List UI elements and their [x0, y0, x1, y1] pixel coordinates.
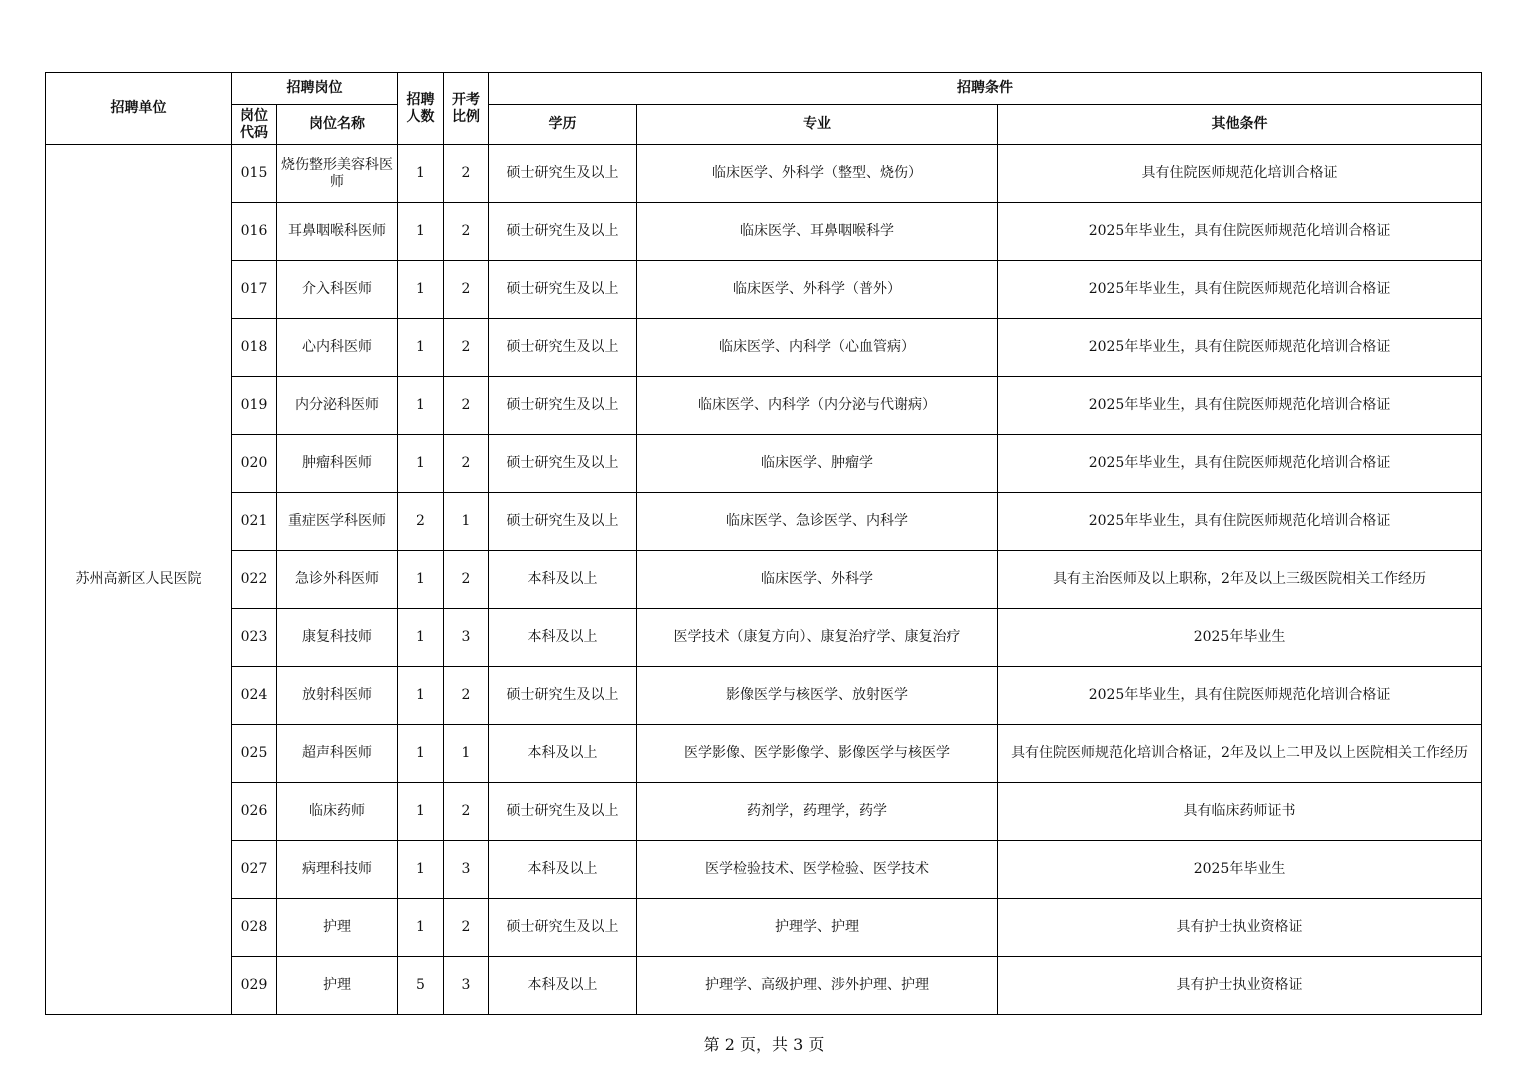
- header-name: 岗位名称: [277, 105, 398, 145]
- cell-name: 病理科技师: [277, 841, 398, 899]
- cell-education: 硕士研究生及以上: [489, 493, 637, 551]
- cell-count: 1: [398, 841, 444, 899]
- cell-other: 2025年毕业生，具有住院医师规范化培训合格证: [998, 319, 1482, 377]
- cell-name: 放射科医师: [277, 667, 398, 725]
- cell-major: 医学检验技术、医学检验、医学技术: [637, 841, 998, 899]
- cell-other: 具有临床药师证书: [998, 783, 1482, 841]
- cell-major: 临床医学、耳鼻咽喉科学: [637, 203, 998, 261]
- cell-name: 介入科医师: [277, 261, 398, 319]
- cell-ratio: 1: [444, 493, 489, 551]
- cell-count: 1: [398, 319, 444, 377]
- table-row: [46, 319, 1482, 377]
- table-row: [46, 667, 1482, 725]
- cell-ratio: 2: [444, 319, 489, 377]
- header-conditions: 招聘条件: [489, 73, 1482, 105]
- cell-count: 1: [398, 551, 444, 609]
- cell-education: 硕士研究生及以上: [489, 783, 637, 841]
- cell-ratio: 2: [444, 145, 489, 203]
- cell-other: 具有住院医师规范化培训合格证: [998, 145, 1482, 203]
- cell-major: 临床医学、肿瘤学: [637, 435, 998, 493]
- cell-education: 硕士研究生及以上: [489, 261, 637, 319]
- cell-name: 肿瘤科医师: [277, 435, 398, 493]
- cell-major: 临床医学、外科学（普外）: [637, 261, 998, 319]
- cell-major: 药剂学，药理学，药学: [637, 783, 998, 841]
- cell-count: 2: [398, 493, 444, 551]
- cell-count: 1: [398, 145, 444, 203]
- cell-name: 临床药师: [277, 783, 398, 841]
- cell-ratio: 2: [444, 261, 489, 319]
- header-row-1: [46, 73, 1482, 105]
- cell-name: 护理: [277, 957, 398, 1015]
- table-row: [46, 957, 1482, 1015]
- cell-name: 护理: [277, 899, 398, 957]
- cell-code: 023: [232, 609, 277, 667]
- cell-other: 2025年毕业生，具有住院医师规范化培训合格证: [998, 261, 1482, 319]
- cell-code: 015: [232, 145, 277, 203]
- cell-count: 1: [398, 899, 444, 957]
- header-row-2: [46, 105, 1482, 145]
- header-position: 招聘岗位: [232, 73, 398, 105]
- cell-major: 医学影像、医学影像学、影像医学与核医学: [637, 725, 998, 783]
- cell-code: 025: [232, 725, 277, 783]
- cell-ratio: 2: [444, 377, 489, 435]
- cell-name: 超声科医师: [277, 725, 398, 783]
- header-code: 岗位代码: [232, 105, 277, 145]
- cell-name: 心内科医师: [277, 319, 398, 377]
- table-row: [46, 435, 1482, 493]
- table-row: [46, 725, 1482, 783]
- cell-code: 024: [232, 667, 277, 725]
- table-body: [46, 145, 1482, 1015]
- cell-ratio: 2: [444, 203, 489, 261]
- cell-code: 018: [232, 319, 277, 377]
- cell-count: 1: [398, 609, 444, 667]
- cell-education: 硕士研究生及以上: [489, 203, 637, 261]
- cell-education: 硕士研究生及以上: [489, 377, 637, 435]
- cell-name: 烧伤整形美容科医师: [277, 145, 398, 203]
- cell-ratio: 2: [444, 435, 489, 493]
- table-row: [46, 783, 1482, 841]
- page-footer: 第 2 页，共 3 页: [703, 1035, 825, 1054]
- cell-major: 护理学、高级护理、涉外护理、护理: [637, 957, 998, 1015]
- header-major: 专业: [637, 105, 998, 145]
- cell-ratio: 2: [444, 667, 489, 725]
- cell-other: 具有主治医师及以上职称，2年及以上三级医院相关工作经历: [998, 551, 1482, 609]
- cell-ratio: 1: [444, 725, 489, 783]
- cell-other: 2025年毕业生，具有住院医师规范化培训合格证: [998, 377, 1482, 435]
- table-row: [46, 551, 1482, 609]
- cell-education: 硕士研究生及以上: [489, 667, 637, 725]
- header-ratio: 开考比例: [444, 73, 489, 145]
- cell-code: 026: [232, 783, 277, 841]
- cell-other: 2025年毕业生: [998, 841, 1482, 899]
- cell-education: 硕士研究生及以上: [489, 899, 637, 957]
- cell-unit-name: 苏州高新区人民医院: [46, 145, 232, 1015]
- cell-education: 本科及以上: [489, 725, 637, 783]
- cell-ratio: 3: [444, 609, 489, 667]
- recruitment-table: [45, 72, 1482, 1015]
- table-row: [46, 899, 1482, 957]
- cell-name: 重症医学科医师: [277, 493, 398, 551]
- cell-education: 本科及以上: [489, 551, 637, 609]
- cell-count: 1: [398, 725, 444, 783]
- cell-code: 016: [232, 203, 277, 261]
- table-row: [46, 377, 1482, 435]
- cell-education: 本科及以上: [489, 957, 637, 1015]
- cell-education: 硕士研究生及以上: [489, 145, 637, 203]
- cell-code: 022: [232, 551, 277, 609]
- cell-major: 临床医学、内科学（内分泌与代谢病）: [637, 377, 998, 435]
- cell-name: 耳鼻咽喉科医师: [277, 203, 398, 261]
- header-education: 学历: [489, 105, 637, 145]
- header-unit: 招聘单位: [46, 73, 232, 145]
- cell-other: 2025年毕业生，具有住院医师规范化培训合格证: [998, 493, 1482, 551]
- cell-major: 医学技术（康复方向）、康复治疗学、康复治疗: [637, 609, 998, 667]
- cell-code: 019: [232, 377, 277, 435]
- header-count: 招聘人数: [398, 73, 444, 145]
- cell-major: 临床医学、外科学: [637, 551, 998, 609]
- cell-education: 硕士研究生及以上: [489, 319, 637, 377]
- cell-count: 5: [398, 957, 444, 1015]
- cell-count: 1: [398, 435, 444, 493]
- cell-major: 护理学、护理: [637, 899, 998, 957]
- cell-code: 027: [232, 841, 277, 899]
- table-row: [46, 841, 1482, 899]
- cell-other: 具有护士执业资格证: [998, 957, 1482, 1015]
- cell-code: 029: [232, 957, 277, 1015]
- cell-count: 1: [398, 203, 444, 261]
- cell-code: 020: [232, 435, 277, 493]
- header-other: 其他条件: [998, 105, 1482, 145]
- cell-education: 本科及以上: [489, 841, 637, 899]
- cell-other: 具有住院医师规范化培训合格证，2年及以上二甲及以上医院相关工作经历: [998, 725, 1482, 783]
- cell-ratio: 2: [444, 783, 489, 841]
- cell-code: 028: [232, 899, 277, 957]
- cell-major: 临床医学、外科学（整型、烧伤）: [637, 145, 998, 203]
- cell-count: 1: [398, 377, 444, 435]
- table-row: [46, 493, 1482, 551]
- cell-code: 021: [232, 493, 277, 551]
- cell-ratio: 2: [444, 551, 489, 609]
- cell-major: 临床医学、内科学（心血管病）: [637, 319, 998, 377]
- table-row: [46, 261, 1482, 319]
- cell-name: 内分泌科医师: [277, 377, 398, 435]
- cell-other: 2025年毕业生，具有住院医师规范化培训合格证: [998, 203, 1482, 261]
- cell-ratio: 3: [444, 841, 489, 899]
- cell-name: 急诊外科医师: [277, 551, 398, 609]
- cell-major: 影像医学与核医学、放射医学: [637, 667, 998, 725]
- cell-ratio: 2: [444, 899, 489, 957]
- cell-count: 1: [398, 783, 444, 841]
- cell-education: 本科及以上: [489, 609, 637, 667]
- table-row: [46, 203, 1482, 261]
- table-row: [46, 145, 1482, 203]
- cell-ratio: 3: [444, 957, 489, 1015]
- cell-other: 具有护士执业资格证: [998, 899, 1482, 957]
- cell-code: 017: [232, 261, 277, 319]
- cell-other: 2025年毕业生，具有住院医师规范化培训合格证: [998, 667, 1482, 725]
- cell-education: 硕士研究生及以上: [489, 435, 637, 493]
- table-row: [46, 609, 1482, 667]
- cell-count: 1: [398, 667, 444, 725]
- cell-other: 2025年毕业生，具有住院医师规范化培训合格证: [998, 435, 1482, 493]
- cell-major: 临床医学、急诊医学、内科学: [637, 493, 998, 551]
- cell-name: 康复科技师: [277, 609, 398, 667]
- cell-count: 1: [398, 261, 444, 319]
- cell-other: 2025年毕业生: [998, 609, 1482, 667]
